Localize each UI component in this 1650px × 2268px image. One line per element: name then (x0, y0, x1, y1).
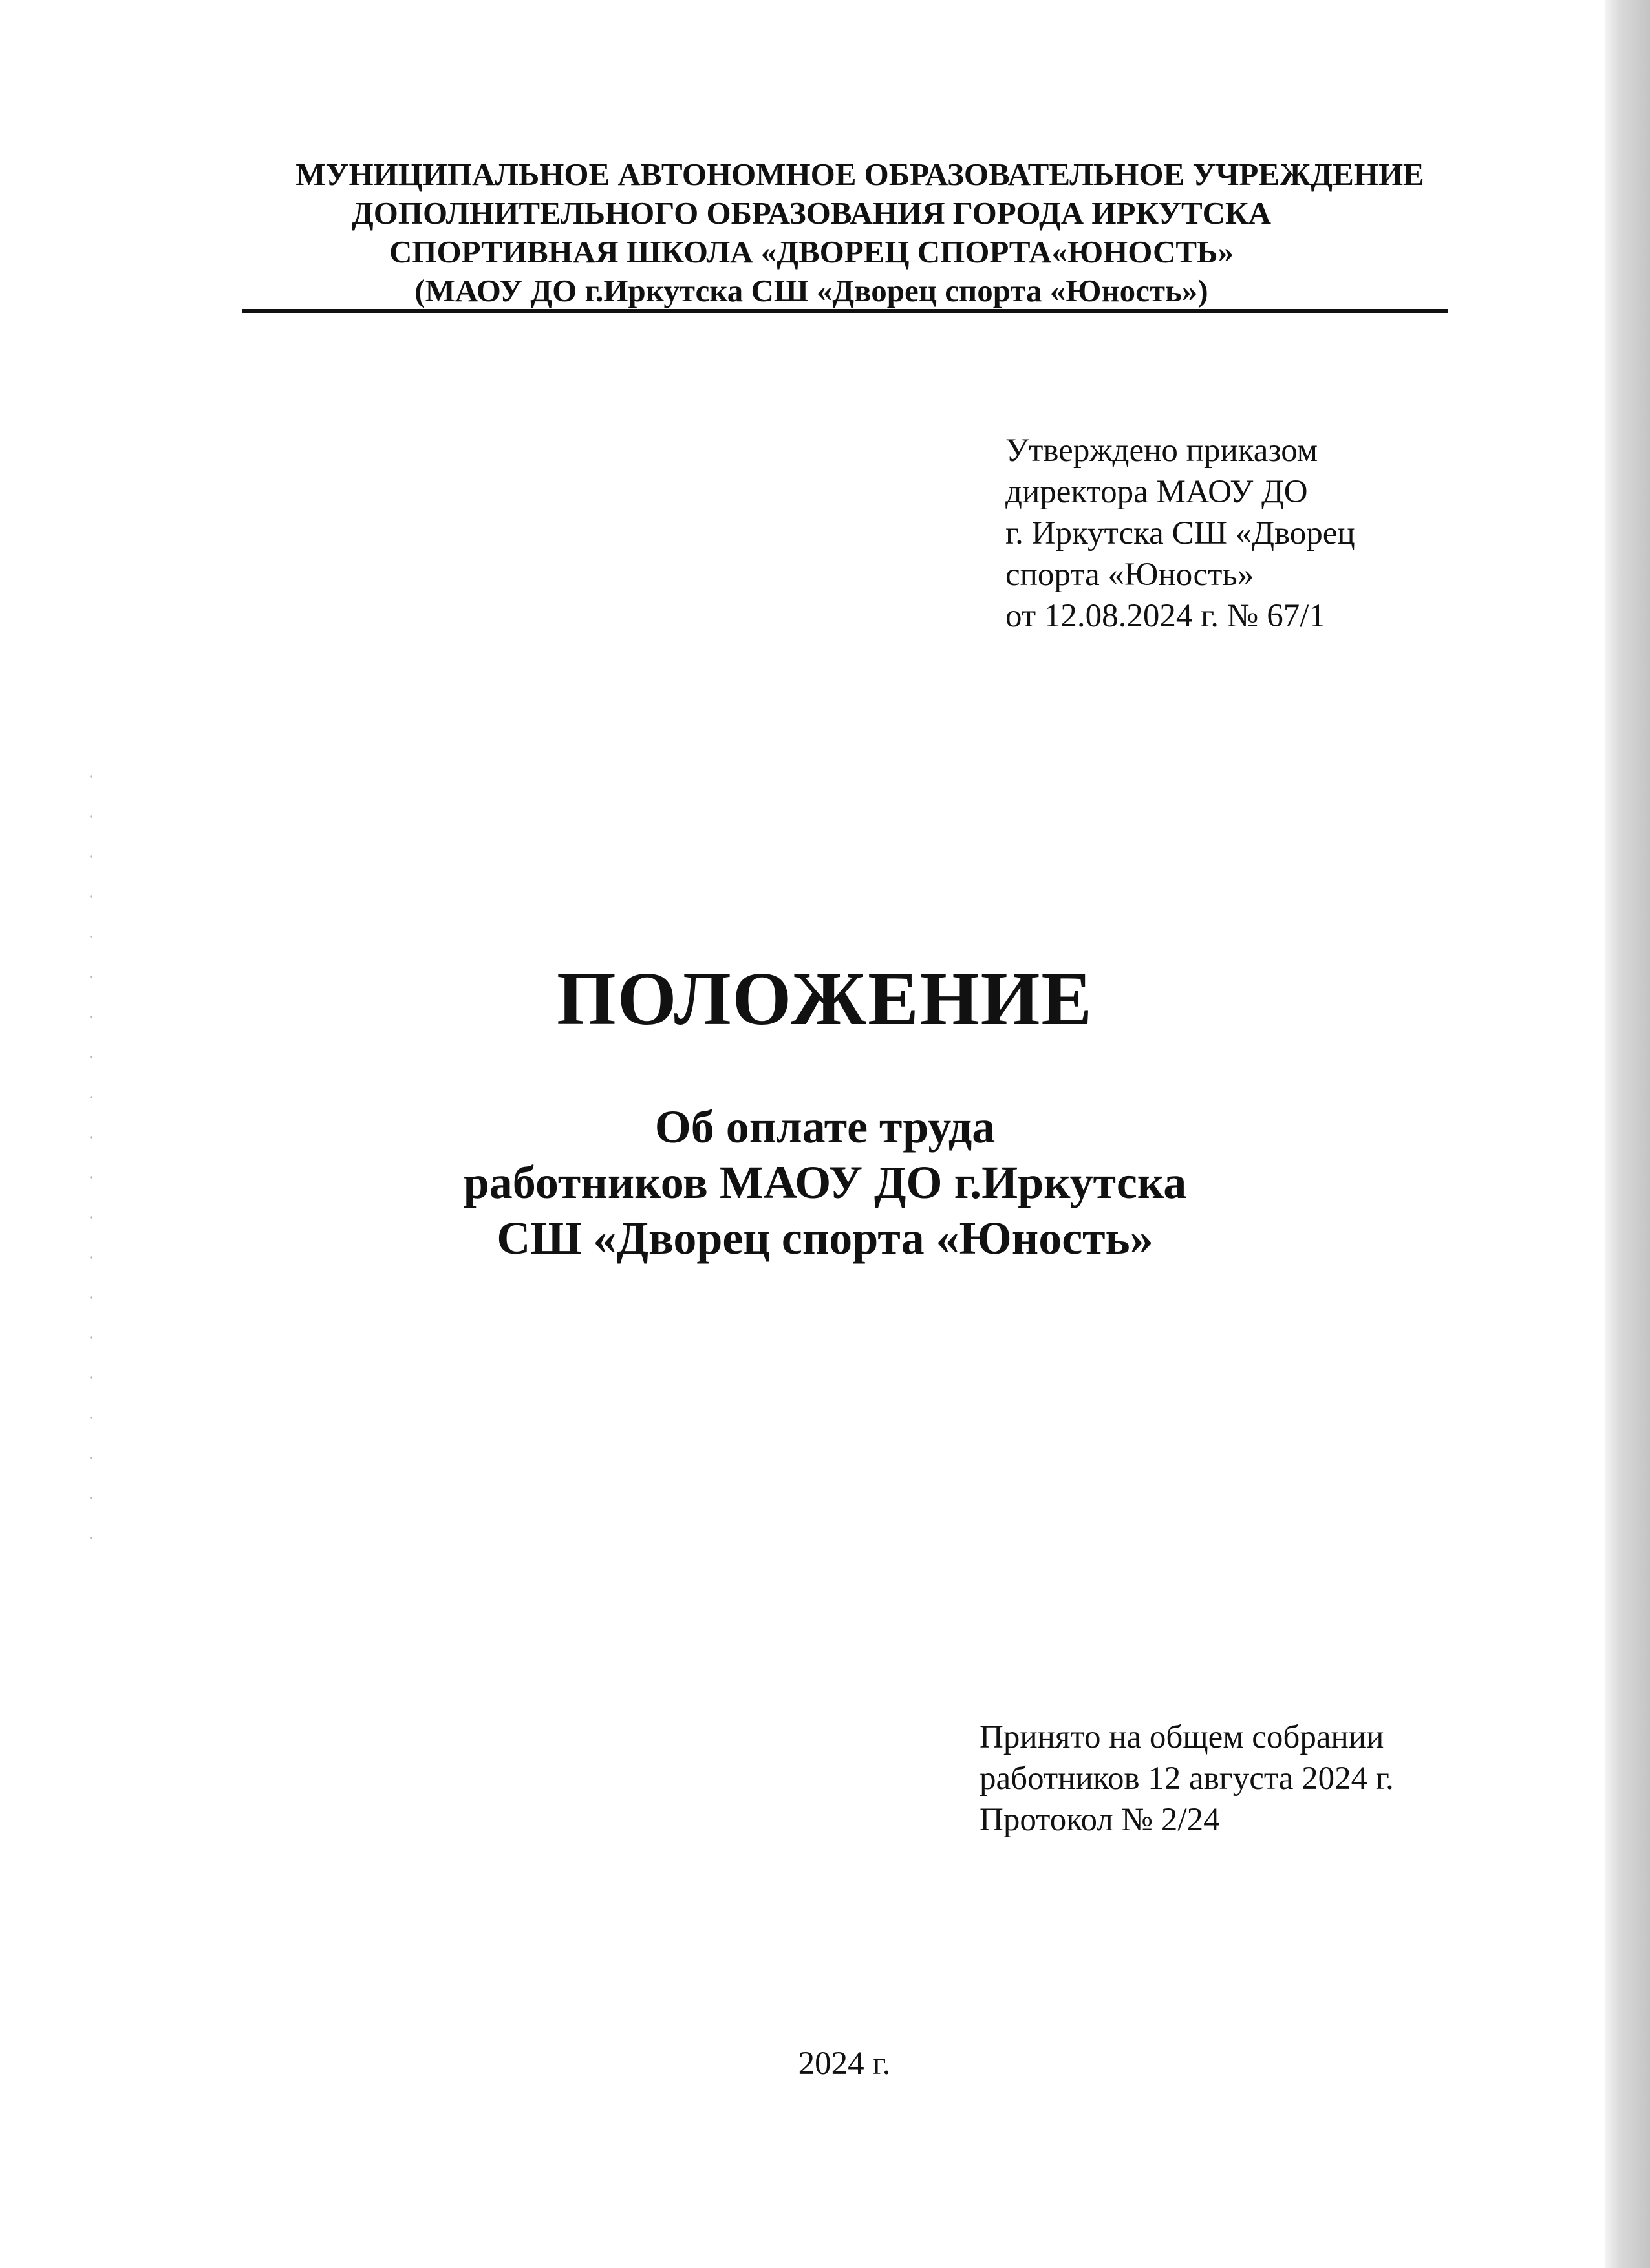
adoption-line: работников 12 августа 2024 г. (980, 1760, 1394, 1797)
org-short-name: (МАОУ ДО г.Иркутска СШ «Дворец спорта «Юность») (414, 273, 1208, 308)
approval-line: г. Иркутска СШ «Дворец (1005, 515, 1355, 551)
adoption-protocol-line: Протокол № 2/24 (980, 1802, 1220, 1838)
approval-order-line: от 12.08.2024 г. № 67/1 (1005, 598, 1325, 634)
org-name-line: МУНИЦИПАЛЬНОЕ АВТОНОМНОЕ ОБРАЗОВАТЕЛЬНОЕ УЧРЕЖДЕНИЕ (295, 156, 1424, 192)
approval-line: спорта «Юность» (1005, 557, 1254, 593)
document-subtitle (0, 1099, 1650, 1266)
document-title: ПОЛОЖЕНИЕ (556, 956, 1094, 1041)
header-divider (242, 309, 1448, 313)
subtitle-line: работников МАОУ ДО г.Иркутска (463, 1157, 1187, 1208)
adoption-block (980, 1717, 1561, 1841)
subtitle-line: СШ «Дворец спорта «Юность» (497, 1212, 1153, 1264)
organization-header (246, 155, 1474, 310)
approval-block (1005, 430, 1523, 637)
org-name-line: ДОПОЛНИТЕЛЬНОГО ОБРАЗОВАНИЯ ГОРОДА ИРКУТСКА (352, 195, 1271, 231)
approval-line: Утверждено приказом (1005, 433, 1318, 469)
adoption-line: Принято на общем собрании (980, 1719, 1384, 1755)
org-name-line: СПОРТИВНАЯ ШКОЛА «ДВОРЕЦ СПОРТА«ЮНОСТЬ» (389, 234, 1234, 270)
subtitle-line: Об оплате труда (654, 1101, 996, 1153)
approval-line: директора МАОУ ДО (1005, 474, 1308, 510)
document-year: 2024 г. (798, 2046, 891, 2082)
